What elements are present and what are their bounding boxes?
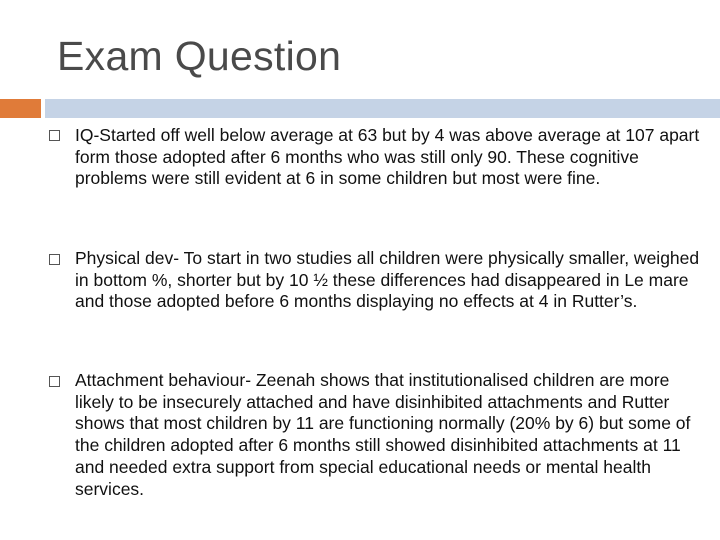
bullet-text-attachment: Attachment behaviour- Zeenah shows that institutionalised children are more likely to be insecurely attached and have disinhibited attachments and Rutter shows that most children by 11 are functioning normally (20% by 6) but some of the children adopted after 6 months still showed disinhibited attachments at 11 and needed extra support from special educational needs or mental health services. [75, 370, 691, 499]
square-bullet-icon [49, 254, 60, 265]
square-bullet-icon [49, 130, 60, 141]
slide-title: Exam Question [57, 33, 342, 79]
accent-bar-orange [0, 99, 41, 118]
bullet-text-iq: IQ-Started off well below average at 63 but by 4 was above average at 107 apart form those adopted after 6 months who was still only 90. These cognitive problems were still evident at 6 in some children but most were fine. [75, 125, 700, 189]
accent-bar-blue [45, 99, 720, 118]
bullet-text-physical-dev: Physical dev- To start in two studies all children were physically smaller, weighed in bottom %, shorter but by 10 ½ these differences had disappeared in Le mare and those adopted before 6 months displaying no effects at 4 in Rutter’s. [75, 248, 700, 312]
square-bullet-icon [49, 376, 60, 387]
